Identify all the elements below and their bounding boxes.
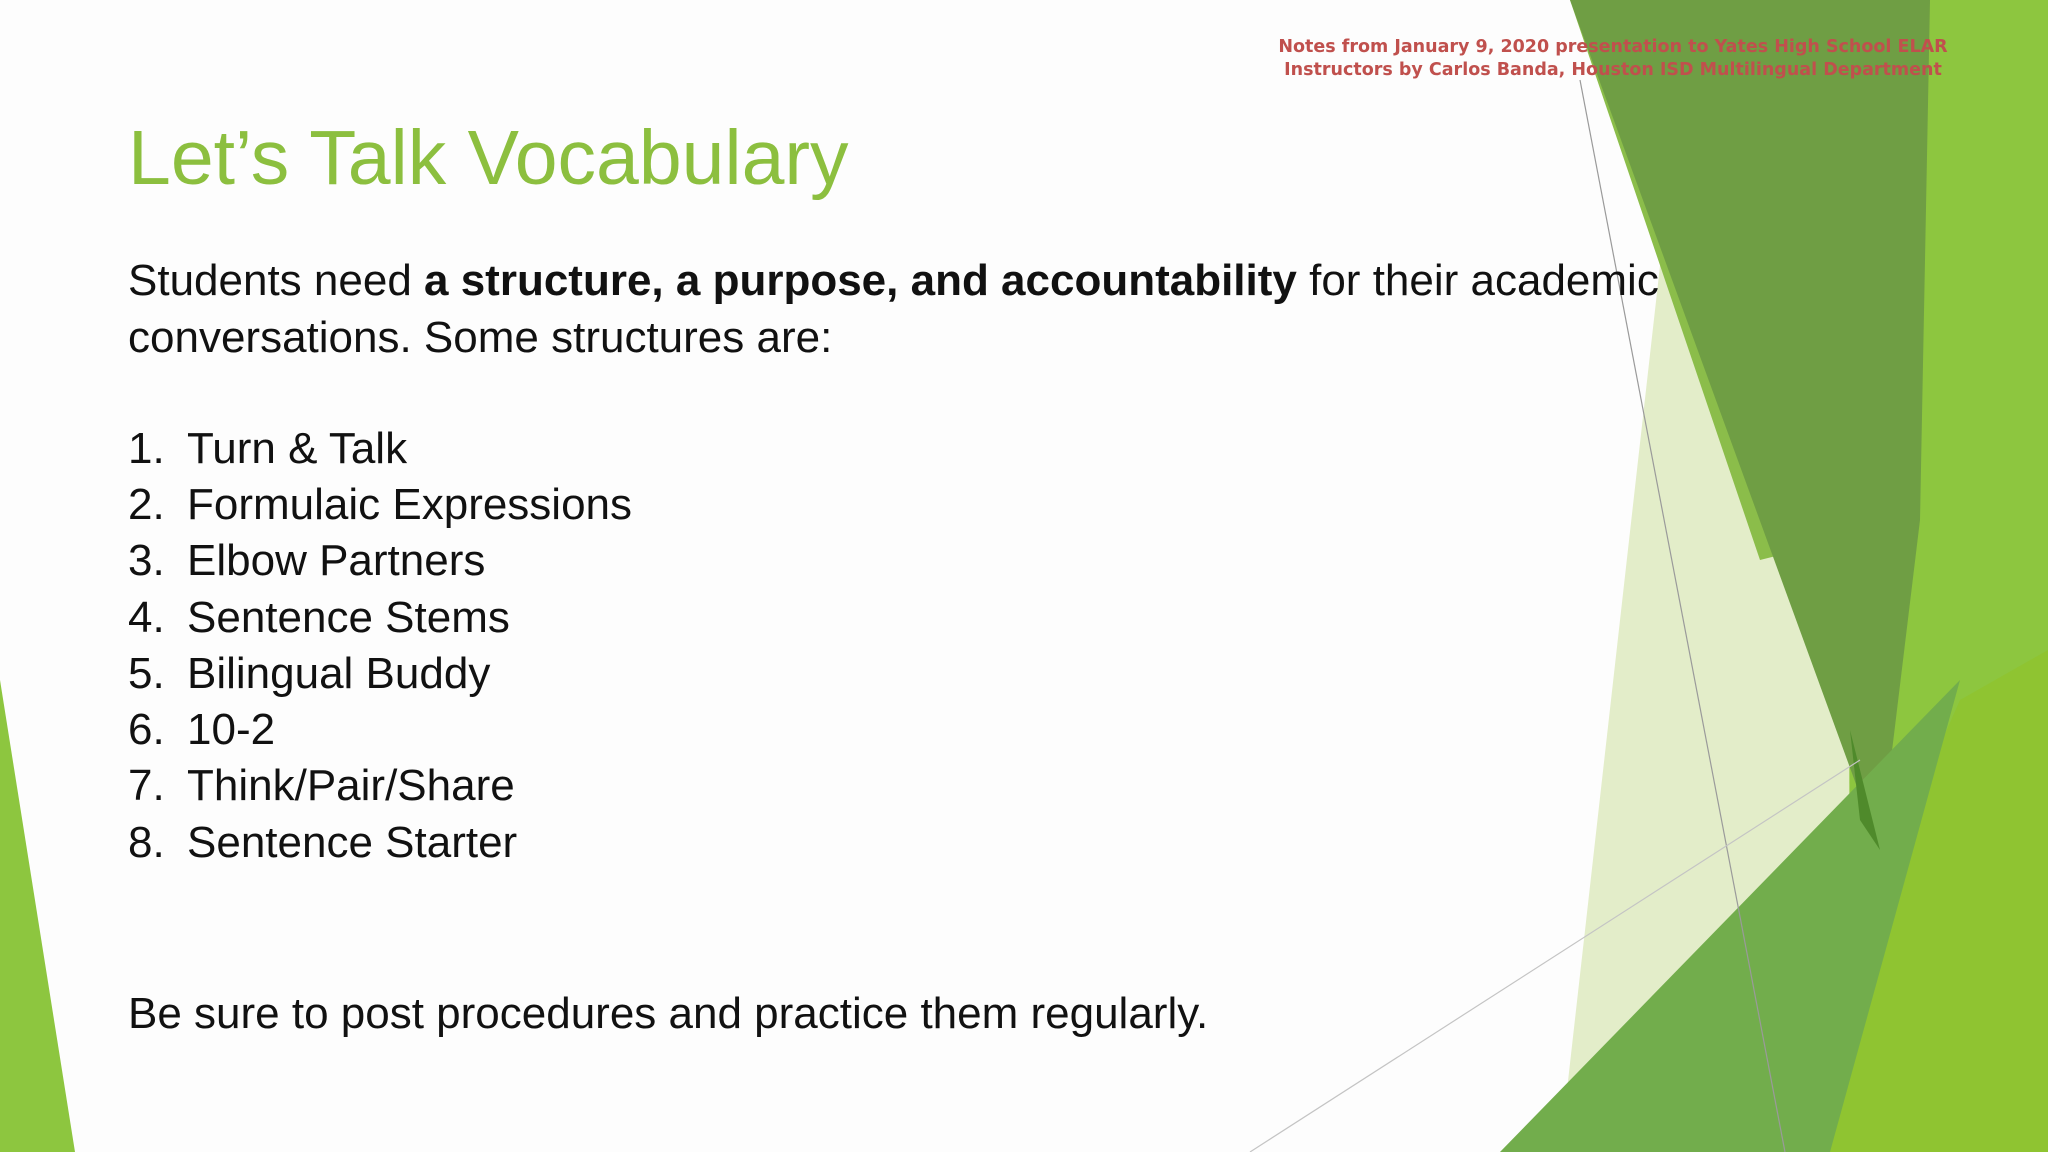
list-item	[128, 645, 1848, 701]
intro-text-before: Students need	[128, 256, 425, 305]
list-item-label: Sentence Starter	[187, 817, 518, 867]
left-green-sliver	[0, 680, 75, 1152]
list-item-label: Elbow Partners	[187, 536, 486, 586]
intro-text-after: for their academic conversations. Some structures are:	[128, 256, 1659, 362]
list-item	[128, 420, 1848, 476]
intro-emphasis: a structure, a purpose, and accountability	[424, 256, 1297, 305]
note-line-1: Notes from January 9, 2020 presentation to Yates High School ELAR	[1278, 37, 1948, 57]
list-item-label: Think/Pair/Share	[187, 761, 515, 811]
slide-body	[128, 252, 1848, 870]
list-item-label: 10-2	[187, 705, 276, 755]
list-item-label: Turn & Talk	[187, 423, 408, 473]
list-item-label: Sentence Stems	[187, 592, 510, 642]
list-item-number: 1.	[128, 423, 165, 473]
list-item	[128, 589, 1848, 645]
list-item-number: 8.	[128, 817, 165, 867]
list-item-number: 4.	[128, 592, 165, 642]
list-item-number: 3.	[128, 536, 165, 586]
note-line-2: Instructors by Carlos Banda, Houston ISD Multilingual Department	[1284, 60, 1942, 80]
list-item	[128, 814, 1848, 870]
slide-title: Let’s Talk Vocabulary	[128, 115, 849, 201]
list-item-number: 2.	[128, 479, 165, 529]
list-item-label: Bilingual Buddy	[187, 648, 491, 698]
structures-list	[128, 420, 1848, 870]
list-item	[128, 533, 1848, 589]
list-item	[128, 758, 1848, 814]
list-item-number: 7.	[128, 761, 165, 811]
list-item-number: 5.	[128, 648, 165, 698]
intro-paragraph	[128, 252, 1848, 366]
presentation-note	[1218, 36, 2008, 82]
list-item	[128, 701, 1848, 757]
list-item-label: Formulaic Expressions	[187, 479, 633, 529]
list-item-number: 6.	[128, 705, 165, 755]
closing-note: Be sure to post procedures and practice them regularly.	[128, 989, 1209, 1038]
list-item	[128, 476, 1848, 532]
